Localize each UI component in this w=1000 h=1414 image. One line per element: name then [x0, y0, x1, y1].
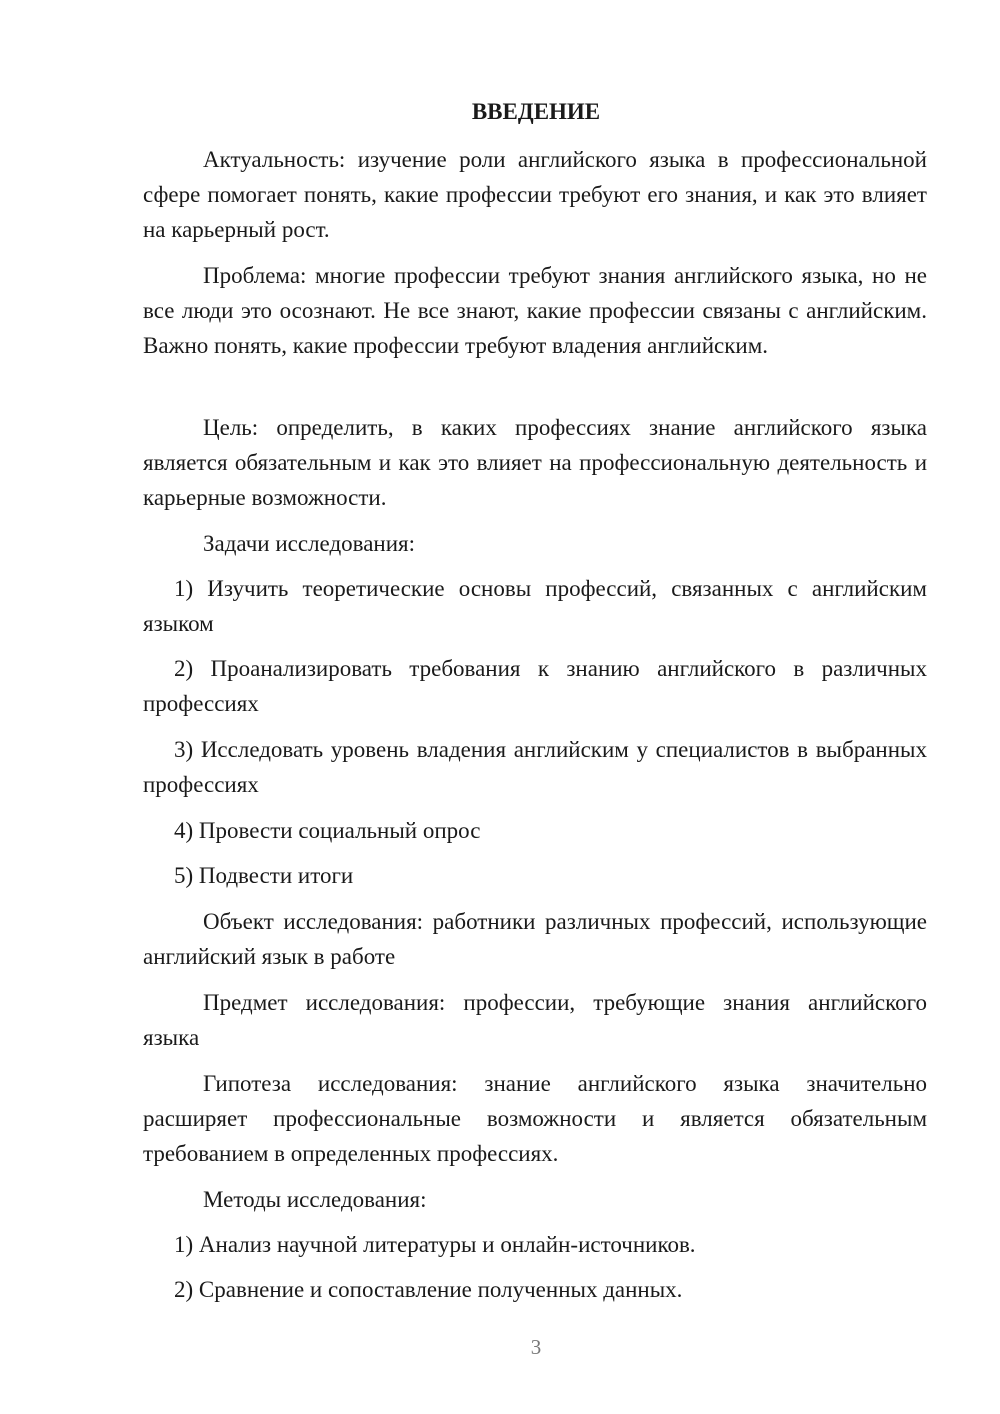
method-item-1: 1) Анализ научной литературы и онлайн-источников.: [174, 1232, 696, 1257]
task-item-2: 2) Проанализировать требования к знанию английского в различных профессиях: [143, 656, 927, 716]
hypothesis-paragraph: Гипотеза исследования: знание английского языка значительно расширяет профессиональные возможности и является обязательным требованием в определенных профессиях.: [143, 1071, 927, 1166]
goal-paragraph: Цель: определить, в каких профессиях знание английского языка является обязательным и как это влияет на профессиональную деятельность и карьерные возможности.: [143, 415, 927, 510]
task-item-1: 1) Изучить теоретические основы профессий, связанных с английским языком: [143, 576, 927, 636]
task-item-3: 3) Исследовать уровень владения английским у специалистов в выбранных профессиях: [143, 737, 927, 797]
method-item-2: 2) Сравнение и сопоставление полученных данных.: [174, 1277, 683, 1302]
task-item-5: 5) Подвести итоги: [174, 863, 354, 888]
subject-paragraph: Предмет исследования: профессии, требующие знания английского языка: [143, 990, 927, 1050]
problem-paragraph: Проблема: многие профессии требуют знания английского языка, но не все люди это осознают. Не все знают, какие профессии связаны с английским. Важно понять, какие профессии требуют владения английским.: [143, 263, 927, 358]
task-item-4: 4) Провести социальный опрос: [174, 818, 481, 843]
page-title: ВВЕДЕНИЕ: [471, 99, 601, 124]
object-paragraph: Объект исследования: работники различных профессий, использующие английский язык в работе: [143, 909, 927, 969]
tasks-heading: Задачи исследования:: [203, 531, 416, 556]
methods-heading: Методы исследования:: [203, 1187, 427, 1212]
relevance-paragraph: Актуальность: изучение роли английского языка в профессиональной сфере помогает понять, какие профессии требуют его знания, и как это влияет на карьерный рост.: [143, 147, 927, 242]
page-number: 3: [530, 1335, 542, 1359]
